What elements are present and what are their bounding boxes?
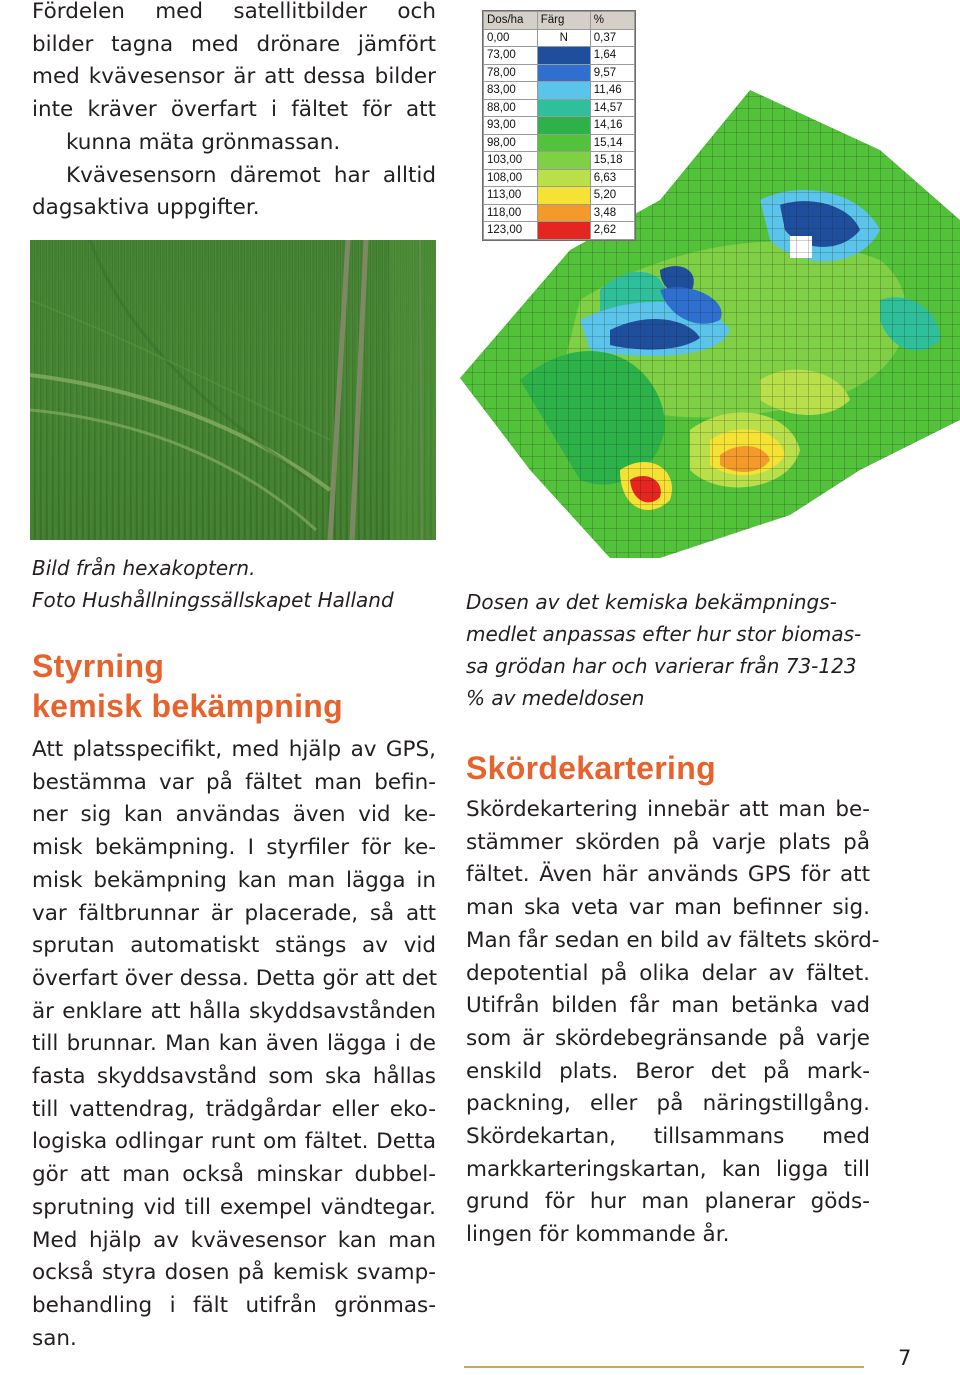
legend-color-swatch bbox=[537, 152, 590, 170]
body-line: till vattendrag, trädgårdar eller eko- bbox=[32, 1096, 436, 1122]
legend-dose: 0,00 bbox=[484, 29, 538, 47]
intro-line: Kvävesensorn däremot har alltid bbox=[66, 162, 436, 188]
legend-dose: 88,00 bbox=[484, 99, 538, 117]
legend-pct: 14,57 bbox=[590, 99, 634, 117]
intro-line: inte kräver överfart i fältet för att bbox=[32, 97, 436, 123]
legend-row bbox=[484, 47, 635, 65]
legend-table bbox=[483, 11, 635, 240]
legend-color-swatch bbox=[537, 169, 590, 187]
body-line: san. bbox=[32, 1325, 77, 1351]
body-line: Skördekartering innebär att man be- bbox=[466, 797, 870, 822]
legend-pct: 3,48 bbox=[590, 204, 634, 222]
map-caption bbox=[466, 586, 886, 714]
legend-rows bbox=[484, 29, 635, 239]
legend-color-swatch bbox=[537, 134, 590, 152]
body-line: depotential på olika delar av fältet. bbox=[466, 960, 870, 986]
legend-color-swatch bbox=[537, 117, 590, 135]
body-line: fältet. Även här används GPS för att bbox=[466, 862, 870, 888]
legend-pct: 15,18 bbox=[590, 152, 634, 170]
legend-dose: 78,00 bbox=[484, 64, 538, 82]
body-line: man ska veta var man befinner sig. bbox=[466, 895, 870, 921]
legend-row bbox=[484, 99, 635, 117]
legend-row bbox=[484, 222, 635, 240]
legend-dose: 73,00 bbox=[484, 47, 538, 65]
section-heading-yield-mapping bbox=[466, 748, 716, 788]
body-line: Med hjälp av kvävesensor kan man bbox=[32, 1227, 436, 1253]
intro-line: Fördelen med satellitbilder och bbox=[32, 0, 436, 24]
body-line: lingen för kommande år. bbox=[466, 1222, 730, 1248]
intro-line: kunna mäta grönmassan. bbox=[66, 129, 341, 155]
map-caption-line: % av medeldosen bbox=[466, 686, 645, 710]
legend-header-pct: % bbox=[590, 12, 634, 30]
legend-color-swatch bbox=[537, 82, 590, 100]
legend-color-swatch bbox=[537, 99, 590, 117]
legend-pct: 9,57 bbox=[590, 64, 634, 82]
body-line: gör att man också minskar dubbel- bbox=[32, 1162, 436, 1188]
heading-line: Skördekartering bbox=[466, 750, 716, 786]
body-line: behandling i fält utifrån grönmas- bbox=[32, 1292, 436, 1318]
legend-pct: 14,16 bbox=[590, 117, 634, 135]
body-line: också styra dosen på kemisk svamp- bbox=[32, 1260, 436, 1286]
legend-pct: 11,46 bbox=[590, 82, 634, 100]
legend-row bbox=[484, 169, 635, 187]
body-line: är enklare att hålla skyddsavstånden bbox=[32, 998, 436, 1024]
legend-pct: 5,20 bbox=[590, 187, 634, 205]
photo-caption bbox=[32, 552, 452, 616]
intro-line: dagsaktiva uppgifter. bbox=[32, 195, 260, 221]
legend-color-swatch bbox=[537, 187, 590, 205]
yield-mapping-paragraph bbox=[466, 794, 880, 1252]
photo-caption-line: Bild från hexakoptern. bbox=[32, 556, 256, 580]
legend-pct: 0,37 bbox=[590, 29, 634, 47]
body-line: logiska odlingar runt om fältet. Detta bbox=[32, 1129, 436, 1155]
field-aerial-photo bbox=[30, 240, 436, 540]
legend-dose: 118,00 bbox=[484, 204, 538, 222]
legend-dose: 93,00 bbox=[484, 117, 538, 135]
chemical-control-paragraph bbox=[32, 734, 436, 1355]
body-line: grund för hur man planerar göds- bbox=[466, 1189, 870, 1215]
body-line: till brunnar. Man kan även lägga i de bbox=[32, 1031, 436, 1057]
body-line: misk bekämpning. I styrfiler för ke- bbox=[32, 835, 436, 861]
body-line: fasta skyddsavstånd som ska hållas bbox=[32, 1064, 436, 1090]
photo-caption-line: Foto Hushållningssällskapet Halland bbox=[32, 588, 394, 612]
legend-row bbox=[484, 152, 635, 170]
body-line: Utifrån bilden får man betänka vad bbox=[466, 993, 870, 1019]
legend-pct: 1,64 bbox=[590, 47, 634, 65]
page-number: 7 bbox=[898, 1346, 912, 1370]
body-line: bestämma var på fältet man befin- bbox=[32, 769, 436, 795]
body-line: var fältbrunnar är placerade, så att bbox=[32, 900, 436, 926]
heading-line: kemisk bekämpning bbox=[32, 688, 343, 724]
legend-color-swatch bbox=[537, 204, 590, 222]
intro-line: med kvävesensor är att dessa bilder bbox=[32, 64, 436, 90]
legend-row bbox=[484, 29, 635, 47]
footer-rule bbox=[464, 1366, 864, 1368]
body-line: stämmer skörden på varje plats på bbox=[466, 829, 870, 855]
body-line: som är skördebegränsande på varje bbox=[466, 1025, 870, 1051]
legend-dose: 113,00 bbox=[484, 187, 538, 205]
field-photo-graphic bbox=[30, 240, 436, 540]
legend-color-swatch bbox=[537, 64, 590, 82]
legend-dose: 108,00 bbox=[484, 169, 538, 187]
legend-row bbox=[484, 117, 635, 135]
intro-paragraph bbox=[32, 0, 436, 225]
map-caption-line: Dosen av det kemiska bekämpnings- bbox=[466, 590, 837, 614]
legend-row bbox=[484, 64, 635, 82]
legend-color-swatch bbox=[537, 47, 590, 65]
body-line: packning, eller på näringstillgång. bbox=[466, 1091, 870, 1117]
legend-dose: 83,00 bbox=[484, 82, 538, 100]
intro-line: bilder tagna med drönare jämfört bbox=[32, 31, 436, 57]
body-line: Man får sedan en bild av fältets skörd- bbox=[466, 927, 880, 953]
legend-row bbox=[484, 187, 635, 205]
legend-header-dose: Dos/ha bbox=[484, 12, 538, 30]
body-line: Skördekartan, tillsammans med bbox=[466, 1124, 870, 1150]
body-line: enskild plats. Beror det på mark- bbox=[466, 1058, 870, 1084]
legend-pct: 2,62 bbox=[590, 222, 634, 240]
legend-dose: 103,00 bbox=[484, 152, 538, 170]
body-line: Att platsspecifikt, med hjälp av GPS, bbox=[32, 737, 436, 762]
map-caption-line: medlet anpassas efter hur stor biomas- bbox=[466, 622, 862, 646]
legend-header-color: Färg bbox=[537, 12, 590, 30]
heading-line: Styrning bbox=[32, 648, 165, 684]
legend-pct: 6,63 bbox=[590, 169, 634, 187]
section-heading-chemical-control bbox=[32, 646, 343, 726]
map-caption-line: sa grödan har och varierar från 73-123 bbox=[466, 654, 857, 678]
body-line: misk bekämpning kan man lägga in bbox=[32, 867, 436, 893]
legend-dose: 98,00 bbox=[484, 134, 538, 152]
legend-header-row bbox=[484, 12, 635, 30]
legend-pct: 15,14 bbox=[590, 134, 634, 152]
body-line: sprutning vid till exempel vändtegar. bbox=[32, 1194, 436, 1220]
legend-row bbox=[484, 82, 635, 100]
body-line: överfart över dessa. Detta gör att det bbox=[32, 965, 437, 991]
body-line: sprutan automatiskt stängs av vid bbox=[32, 933, 436, 959]
legend-color-swatch bbox=[537, 222, 590, 240]
legend-row bbox=[484, 204, 635, 222]
body-line: markkarteringskartan, kan ligga till bbox=[466, 1156, 870, 1182]
legend-row bbox=[484, 134, 635, 152]
dosage-legend bbox=[482, 10, 636, 241]
body-line: ner sig kan användas även vid ke- bbox=[32, 802, 436, 828]
legend-dose: 123,00 bbox=[484, 222, 538, 240]
legend-color-swatch: N bbox=[537, 29, 590, 47]
